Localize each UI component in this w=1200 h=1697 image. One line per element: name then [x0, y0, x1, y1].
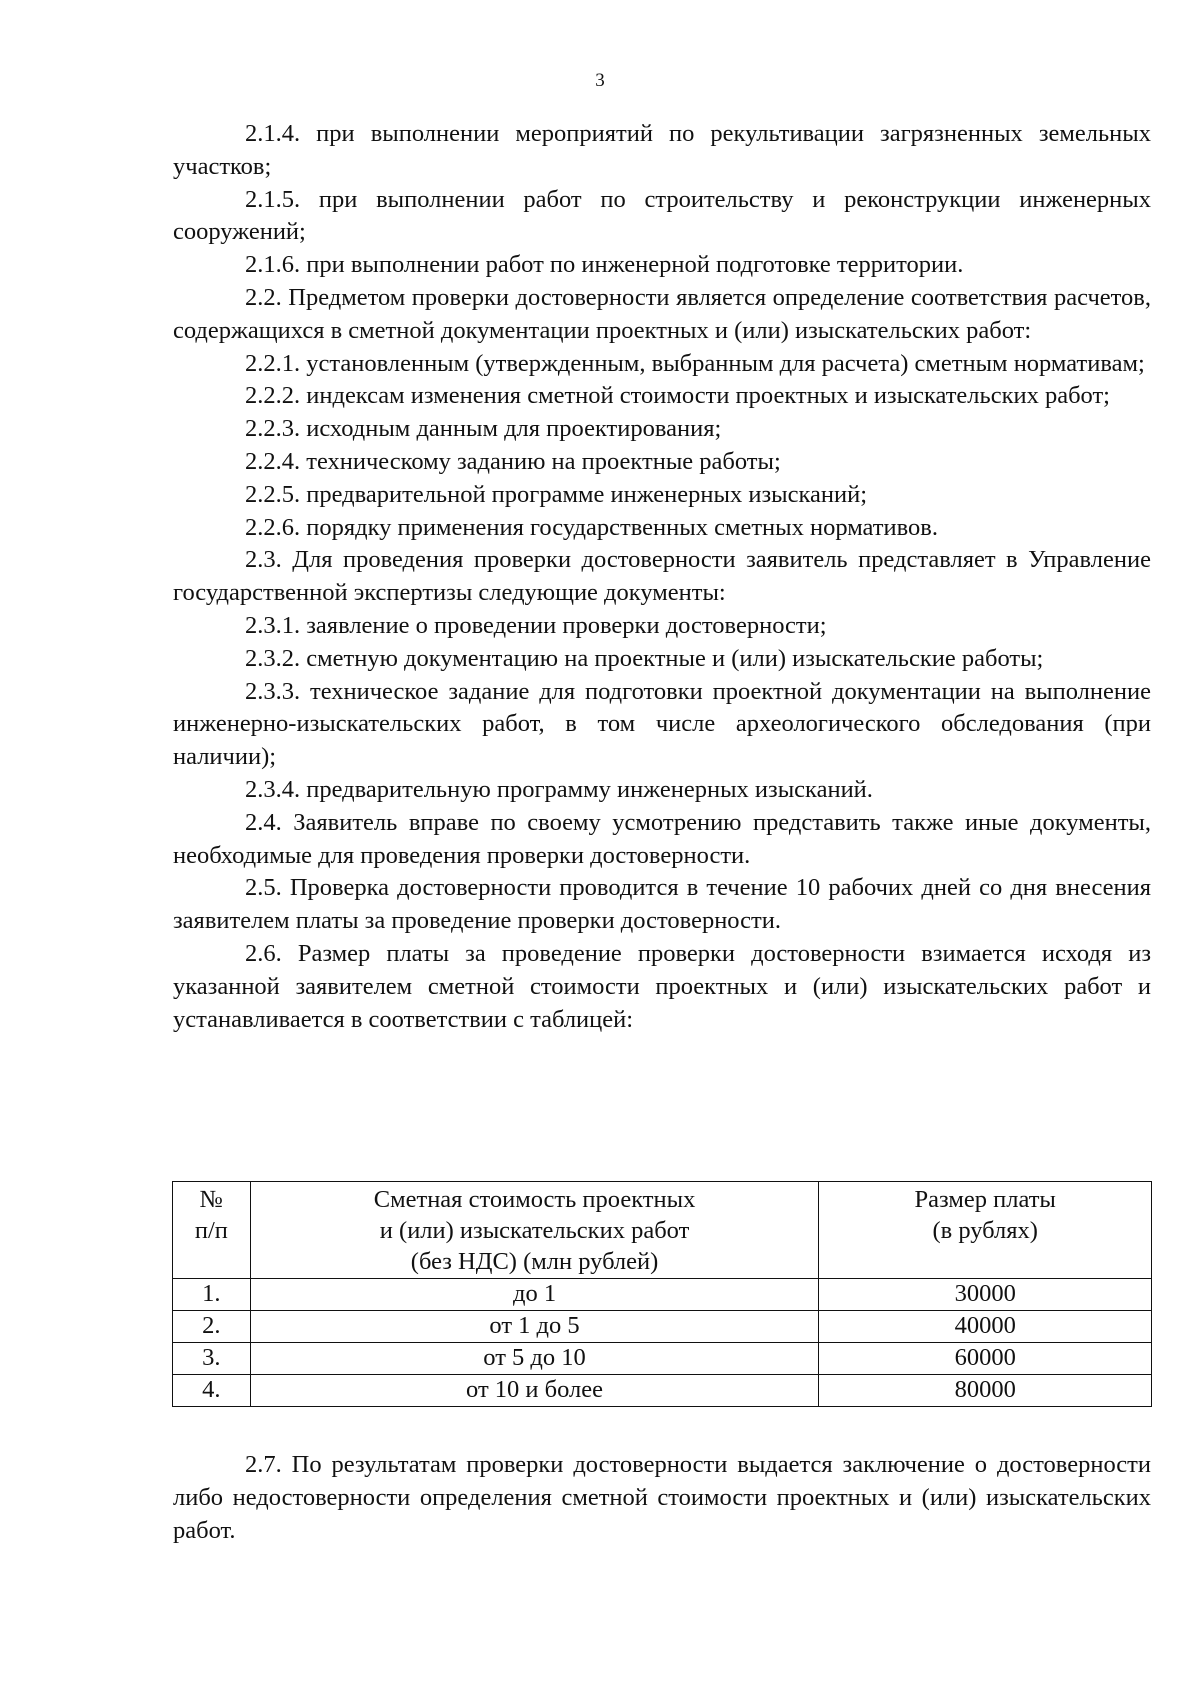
paragraph-2-5: 2.5. Проверка достоверности проводится в течение 10 рабочих дней со дня внесения заявителем платы за проведение проверки достоверности.: [173, 874, 1151, 935]
table-row: [173, 1279, 1152, 1311]
cell-fee-amount: 30000: [819, 1279, 1152, 1311]
paragraph-2-3: 2.3. Для проведения проверки достоверности заявитель представляет в Управление государственной экспертизы следующие документы:: [173, 546, 1151, 607]
cell-estimated-cost: от 5 до 10: [250, 1343, 819, 1375]
paragraph-2-2-5: 2.2.5. предварительной программе инженерных изысканий;: [245, 480, 868, 508]
header-number: № п/п: [173, 1182, 251, 1279]
paragraph-2-2-4: 2.2.4. техническому заданию на проектные работы;: [245, 447, 781, 475]
cell-number: 4.: [173, 1375, 251, 1407]
paragraph-2-1-4: 2.1.4. при выполнении мероприятий по рекультивации загрязненных земельных участков;: [173, 120, 1151, 180]
paragraph-2-3-1: 2.3.1. заявление о проведении проверки достоверности;: [245, 611, 827, 639]
paragraph-2-1-6: 2.1.6. при выполнении работ по инженерной подготовке территории.: [245, 251, 964, 279]
cell-number: 3.: [173, 1343, 251, 1375]
body-text-after-table: [173, 1449, 1151, 1547]
paragraph-2-2: 2.2. Предметом проверки достоверности является определение соответствия расчетов, содержащихся в сметной документации проектных и (или) изыскательских работ:: [173, 283, 1151, 344]
body-text: [173, 118, 1151, 1036]
table-header-row: [173, 1182, 1152, 1279]
page-number: 3: [595, 70, 605, 91]
paragraph-2-2-1: 2.2.1. установленным (утвержденным, выбранным для расчета) сметным нормативам;: [245, 349, 1145, 377]
paragraph-2-2-2: 2.2.2. индексам изменения сметной стоимости проектных и изыскательских работ;: [245, 382, 1110, 410]
cell-number: 1.: [173, 1279, 251, 1311]
paragraph-2-3-2: 2.3.2. сметную документацию на проектные и (или) изыскательские работы;: [245, 644, 1044, 672]
header-estimated-cost: Сметная стоимость проектных и (или) изыскательских работ (без НДС) (млн рублей): [250, 1182, 819, 1279]
fee-table: [172, 1181, 1152, 1407]
paragraph-2-1-5: 2.1.5. при выполнении работ по строительству и реконструкции инженерных сооружений;: [173, 185, 1151, 246]
paragraph-2-3-3: 2.3.3. техническое задание для подготовки проектной документации на выполнение инженерно-изыскательских работ, в том числе археологического обследования (при наличии);: [173, 677, 1151, 771]
table-row: [173, 1375, 1152, 1407]
table-row: [173, 1311, 1152, 1343]
cell-estimated-cost: от 1 до 5: [250, 1311, 819, 1343]
paragraph-2-3-4: 2.3.4. предварительную программу инженерных изысканий.: [245, 775, 873, 803]
table-row: [173, 1343, 1152, 1375]
cell-number: 2.: [173, 1311, 251, 1343]
paragraph-2-6: 2.6. Размер платы за проведение проверки достоверности взимается исходя из указанной заявителем сметной стоимости проектных и (или) изыскательских работ и устанавливается в соответствии с таблицей:: [173, 939, 1151, 1033]
paragraph-2-4: 2.4. Заявитель вправе по своему усмотрению представить также иные документы, необходимые для проведения проверки достоверности.: [173, 808, 1151, 869]
cell-fee-amount: 40000: [819, 1311, 1152, 1343]
paragraph-2-2-3: 2.2.3. исходным данным для проектирования;: [245, 415, 722, 443]
header-fee-amount: Размер платы (в рублях): [819, 1182, 1152, 1279]
cell-estimated-cost: до 1: [250, 1279, 819, 1311]
cell-fee-amount: 80000: [819, 1375, 1152, 1407]
paragraph-2-2-6: 2.2.6. порядку применения государственных сметных нормативов.: [245, 513, 938, 541]
cell-fee-amount: 60000: [819, 1343, 1152, 1375]
cell-estimated-cost: от 10 и более: [250, 1375, 819, 1407]
paragraph-2-7: 2.7. По результатам проверки достоверности выдается заключение о достоверности либо недостоверности определения сметной стоимости проектных и (или) изыскательских работ.: [173, 1451, 1151, 1544]
